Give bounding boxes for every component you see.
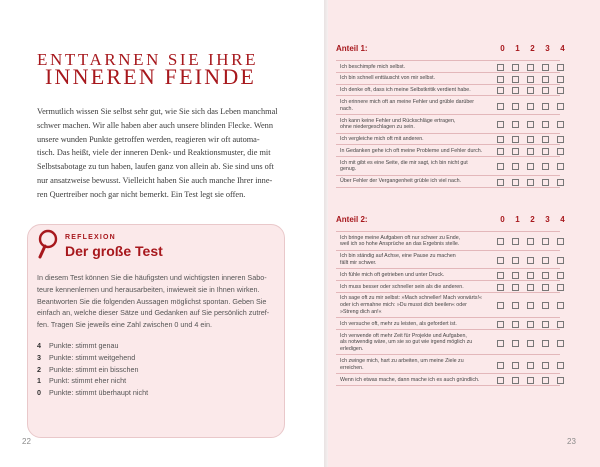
score-checkbox[interactable] [527,64,534,71]
score-checkbox[interactable] [497,284,504,291]
score-checkbox[interactable] [542,121,549,128]
reflexion-title: Der große Test [65,243,163,259]
score-checkbox[interactable] [512,76,519,83]
score-checkbox[interactable] [497,163,504,170]
score-checkbox[interactable] [497,76,504,83]
reflexion-label: REFLEXION [65,234,116,241]
score-checkbox[interactable] [497,362,504,369]
score-checkbox[interactable] [542,284,549,291]
score-checkbox[interactable] [512,163,519,170]
statement-line: Ich bin ständig auf Achse, eine Pause zu machen [340,253,456,260]
intro-line: unsere wunden Punkte getroffen werden, reagieren wir oft automa- [37,134,260,144]
score-checkbox[interactable] [527,148,534,155]
score-checkbox[interactable] [557,238,564,245]
score-legend [37,340,277,399]
score-checkbox[interactable] [497,121,504,128]
score-checkbox[interactable] [557,87,564,94]
statement-line: Ich erinnere mich oft an meine Fehler und grüble darüber [340,98,474,105]
statement-line: fällt mir schwer. [340,259,377,266]
score-checkbox[interactable] [512,64,519,71]
score-legend-item [37,375,277,387]
score-checkbox[interactable] [527,163,534,170]
score-checkbox[interactable] [527,238,534,245]
score-column-header: 3 [545,44,550,53]
reflexion-text [37,272,279,331]
table-row [336,95,560,115]
score-checkbox[interactable] [512,87,519,94]
score-text: Punkte: stimmt genau [49,341,119,350]
statement-text [340,355,500,374]
score-checkbox[interactable] [527,362,534,369]
statement-line: weil ich so hohe Ansprüche an das Ergebnis stelle. [340,241,460,248]
page-number-left: 22 [22,437,31,446]
score-text: Punkte: stimmt weitgehend [49,352,136,362]
score-checkbox[interactable] [497,148,504,155]
score-checkbox[interactable] [557,163,564,170]
magnifier-icon [37,229,63,259]
intro-line: Selbstsabotage zu tun haben, laufen ganz von allein ab. Sie sind uns oft [37,162,274,172]
score-checkbox[interactable] [557,272,564,279]
score-checkbox[interactable] [542,377,549,384]
reflexion-text-line: Beantworten Sie die folgenden Aussagen möglichst spontan. Geben Sie [37,296,267,306]
statement-line: ohne niedergeschlagen zu sein. [340,124,415,131]
score-checkbox[interactable] [497,179,504,186]
score-number: 4 [37,341,41,350]
score-column-header: 2 [530,215,535,224]
score-legend-item [37,364,277,376]
score-checkbox[interactable] [542,87,549,94]
score-checkbox[interactable] [527,340,534,347]
score-column-header: 4 [560,44,565,53]
statement-text [340,157,500,176]
score-checkbox[interactable] [557,284,564,291]
statement-line: Ich versuche oft, mehr zu leisten, als gefordert ist. [340,320,457,327]
intro-line: Vermutlich wissen Sie selbst sehr gut, wie Sie sich das Leben manchmal [37,107,278,116]
statement-line: Ich bin schnell enttäuscht von mir selbst. [340,75,436,82]
statement-line: genug. [340,166,357,173]
table-row [336,250,560,270]
score-checkbox[interactable] [512,257,519,264]
score-checkbox[interactable] [512,284,519,291]
statement-text [340,251,500,270]
score-checkbox[interactable] [542,64,549,71]
score-checkbox[interactable] [527,302,534,309]
score-checkbox[interactable] [542,148,549,155]
score-checkbox[interactable] [542,257,549,264]
score-checkbox[interactable] [512,121,519,128]
score-checkbox[interactable] [527,179,534,186]
score-checkbox[interactable] [527,321,534,328]
statement-line: erreichen. [340,364,364,371]
score-checkbox[interactable] [557,340,564,347]
table-row [336,354,560,374]
statement-line: Ich beschimpfe mich selbst. [340,63,406,70]
score-checkbox[interactable] [497,136,504,143]
score-checkbox[interactable] [557,377,564,384]
score-checkbox[interactable] [527,103,534,110]
statement-line: Ich muss besser oder schneller sein als die anderen. [340,283,464,290]
score-checkbox[interactable] [527,87,534,94]
score-legend-item [37,340,277,352]
score-checkbox[interactable] [512,179,519,186]
score-checkbox[interactable] [542,362,549,369]
score-column-header: 1 [515,215,520,224]
score-checkbox[interactable] [497,272,504,279]
score-checkbox[interactable] [512,103,519,110]
score-checkbox[interactable] [542,340,549,347]
statement-text [340,293,500,318]
score-checkbox[interactable] [512,321,519,328]
score-checkbox[interactable] [512,148,519,155]
score-checkbox[interactable] [512,136,519,143]
score-checkbox[interactable] [557,257,564,264]
score-checkbox[interactable] [557,179,564,186]
table-row [336,231,560,251]
score-checkbox[interactable] [512,238,519,245]
score-checkbox[interactable] [557,362,564,369]
reflexion-text-line: teure kennenlernen und herausarbeiten, inwieweit sie in Ihnen wirken. [37,284,260,294]
score-checkbox[interactable] [512,377,519,384]
statement-line: Ich kann keine Fehler und Rückschläge ertragen, [340,117,456,124]
score-checkbox[interactable] [497,321,504,328]
intro-line: schwer machen. Wir alle haben aber auch unsere blinden Flecke. Wenn [37,120,273,130]
statement-line: Ich verwende oft mehr Zeit für Projekte und Aufgaben, [340,332,467,339]
score-checkbox[interactable] [542,321,549,328]
score-column-header: 2 [530,44,535,53]
statement-text [340,330,500,355]
score-checkbox[interactable] [542,238,549,245]
reflexion-text-line: einfach an, welche dieser Sätze und Gedanken auf Sie persönlich zutref- [37,308,270,318]
score-checkbox[interactable] [497,257,504,264]
score-checkbox[interactable] [512,362,519,369]
section-header [336,44,566,57]
heading-line-1: ENTTARNEN SIE IHRE [37,50,259,69]
score-checkbox[interactable] [557,302,564,309]
score-checkbox[interactable] [527,121,534,128]
book-gutter [324,0,328,467]
score-checkbox[interactable] [497,87,504,94]
score-checkbox[interactable] [512,272,519,279]
heading-line-2: INNEREN FEINDE [45,64,257,89]
score-column-header: 4 [560,215,565,224]
score-checkbox[interactable] [497,340,504,347]
score-checkbox[interactable] [512,302,519,309]
section-header [336,215,566,228]
score-checkbox[interactable] [527,284,534,291]
statement-line: Über Fehler der Vergangenheit grüble ich viel nach. [340,178,462,185]
statement-line: Wenn ich etwas mache, dann mache ich es auch gründlich. [340,376,480,383]
statement-line: Ich sage oft zu mir selbst: »Mach schneller! Mach vorwärts!« [340,295,482,302]
score-checkbox[interactable] [542,302,549,309]
statement-line: als notwendig wäre, um sie so gut wie irgend möglich zu [340,339,473,346]
statement-line: »Streng dich an!« [340,308,382,315]
score-column-header: 0 [500,44,505,53]
score-checkbox[interactable] [557,76,564,83]
score-checkbox[interactable] [542,136,549,143]
section-title: Anteil 1: [336,44,368,53]
table-row [336,329,560,355]
intro-line: tisch. Das heißt, viele der inneren Denk- und Reaktionsmuster, die mit [37,148,271,158]
table-row [336,156,560,176]
statement-line: nach. [340,105,353,112]
score-checkbox[interactable] [542,272,549,279]
score-checkbox[interactable] [542,163,549,170]
score-column-header: 3 [545,215,550,224]
score-checkbox[interactable] [542,103,549,110]
score-legend-item [37,352,277,364]
statement-line: Ich denke oft, dass ich meine Selbstkritik verdient habe. [340,87,471,94]
score-checkbox[interactable] [557,148,564,155]
intro-paragraph [37,105,283,202]
score-number: 2 [37,364,41,374]
reflexion-text-line: fen. Tragen Sie jeweils eine Zahl zwischen 0 und 4 ein. [37,320,212,330]
score-column-header: 1 [515,44,520,53]
table-row [336,292,560,318]
score-checkbox[interactable] [557,64,564,71]
table-row [336,114,560,134]
score-number: 0 [37,388,41,398]
score-checkbox[interactable] [512,340,519,347]
score-checkbox[interactable] [497,238,504,245]
score-checkbox[interactable] [557,321,564,328]
score-checkbox[interactable] [542,179,549,186]
statement-text [340,232,500,251]
score-checkbox[interactable] [527,377,534,384]
statement-line: Ich bringe meine Aufgaben oft nur schwer zu Ende, [340,234,461,241]
score-number: 1 [37,376,41,386]
table-bottom-rule [336,385,560,386]
page-number-right: 23 [567,437,576,446]
statement-line: erledigen. [340,346,364,353]
score-text: Punkte: stimmt überhaupt nicht [49,388,149,398]
score-checkbox[interactable] [542,76,549,83]
intro-line: ren Quertreiber noch gar nicht bemerkt. Ein Test legt sie offen. [37,189,246,199]
statement-text [340,96,500,115]
reflexion-text-line: In diesem Test können Sie die häufigsten und wichtigsten inneren Sabo- [37,273,267,282]
score-number: 3 [37,352,41,362]
score-checkbox[interactable] [527,272,534,279]
section-title: Anteil 2: [336,215,368,224]
statement-line: In Gedanken gehe ich oft meine Probleme und Fehler durch. [340,147,483,154]
table-bottom-rule [336,187,560,188]
score-checkbox[interactable] [497,302,504,309]
statement-line: Ich fühle mich oft getrieben und unter Druck. [340,271,445,278]
score-legend-item [37,387,277,399]
score-column-header: 0 [500,215,505,224]
score-checkbox[interactable] [497,377,504,384]
score-text: Punkte: stimmt ein bisschen [49,364,139,374]
intro-line: nur ansatzweise bewusst. Vielleicht haben Sie auch manche Ihrer inne- [37,175,273,185]
score-checkbox[interactable] [557,136,564,143]
statement-text [340,115,500,134]
statement-line: oder ich ermahne mich: »Du musst dich beeilen« oder [340,302,467,309]
score-text: Punkt: stimmt eher nicht [49,376,127,386]
score-checkbox[interactable] [527,136,534,143]
score-checkbox[interactable] [557,103,564,110]
score-checkbox[interactable] [497,64,504,71]
score-checkbox[interactable] [527,257,534,264]
statement-line: Ich vergleiche mich oft mit anderen. [340,136,424,143]
statement-line: Ich mit gibt es eine Seite, die mir sagt, ich bin nicht gut [340,159,468,166]
statement-line: Ich zwinge mich, hart zu arbeiten, um meine Ziele zu [340,357,464,364]
score-checkbox[interactable] [557,121,564,128]
score-checkbox[interactable] [527,76,534,83]
score-checkbox[interactable] [497,103,504,110]
